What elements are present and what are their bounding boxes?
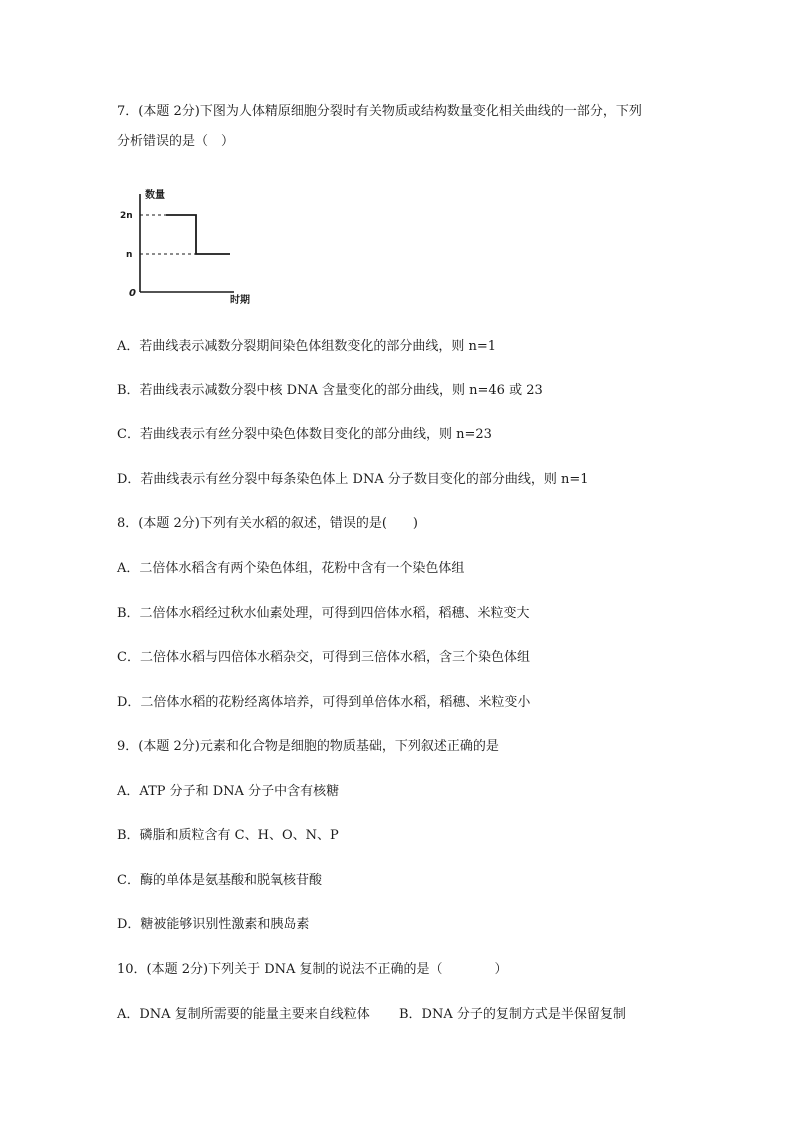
q9-option-a: A．ATP 分子和 DNA 分子中含有核糖 <box>117 784 340 799</box>
q9-option-c: C．酶的单体是氨基酸和脱氧核苷酸 <box>117 873 322 888</box>
q7-option-c: C．若曲线表示有丝分裂中染色体数目变化的部分曲线，则 n=23 <box>117 427 492 442</box>
q7-stem-line1: 7．(本题 2分)下图为人体精原细胞分裂时有关物质或结构数量变化相关曲线的一部分，下列 <box>117 104 642 119</box>
q7-option-d: D．若曲线表示有丝分裂中每条染色体上 DNA 分子数目变化的部分曲线，则 n=1 <box>117 472 589 487</box>
q7-graph <box>112 186 262 306</box>
q8-option-b: B．二倍体水稻经过秋水仙素处理，可得到四倍体水稻，稻穗、米粒变大 <box>117 606 530 621</box>
x-axis-label: 时期 <box>230 295 250 306</box>
q9-option-d: D．糖被能够识别性激素和胰岛素 <box>117 917 310 932</box>
q10-stem: 10．(本题 2分)下列关于 DNA 复制的说法不正确的是（ ） <box>117 962 508 977</box>
q8-option-c: C．二倍体水稻与四倍体水稻杂交，可得到三倍体水稻，含三个染色体组 <box>117 650 530 665</box>
q8-option-d: D．二倍体水稻的花粉经离体培养，可得到单倍体水稻，稻穗、米粒变小 <box>117 695 531 710</box>
q7-option-a: A．若曲线表示减数分裂期间染色体组数变化的部分曲线，则 n=1 <box>117 339 497 354</box>
step-curve <box>166 215 230 254</box>
q8-option-a: A．二倍体水稻含有两个染色体组，花粉中含有一个染色体组 <box>117 561 465 576</box>
origin-label: 0 <box>129 288 136 299</box>
q10-option-a: A．DNA 复制所需要的能量主要来自线粒体 <box>117 1007 370 1022</box>
q9-option-b: B．磷脂和质粒含有 C、H、O、N、P <box>117 828 339 843</box>
q8-stem: 8．(本题 2分)下列有关水稻的叙述，错误的是( ) <box>117 516 418 531</box>
tick-2n: 2n <box>120 211 133 221</box>
y-axis-label: 数量 <box>145 190 165 201</box>
q10-option-b: B．DNA 分子的复制方式是半保留复制 <box>399 1007 626 1022</box>
tick-n: n <box>126 250 133 260</box>
q9-stem: 9．(本题 2分)元素和化合物是细胞的物质基础，下列叙述正确的是 <box>117 739 499 754</box>
q7-option-b: B．若曲线表示减数分裂中核 DNA 含量变化的部分曲线，则 n=46 或 23 <box>117 383 543 398</box>
q10-options-row <box>117 1006 626 1024</box>
q7-stem-line2: 分析错误的是（ ） <box>117 134 235 149</box>
